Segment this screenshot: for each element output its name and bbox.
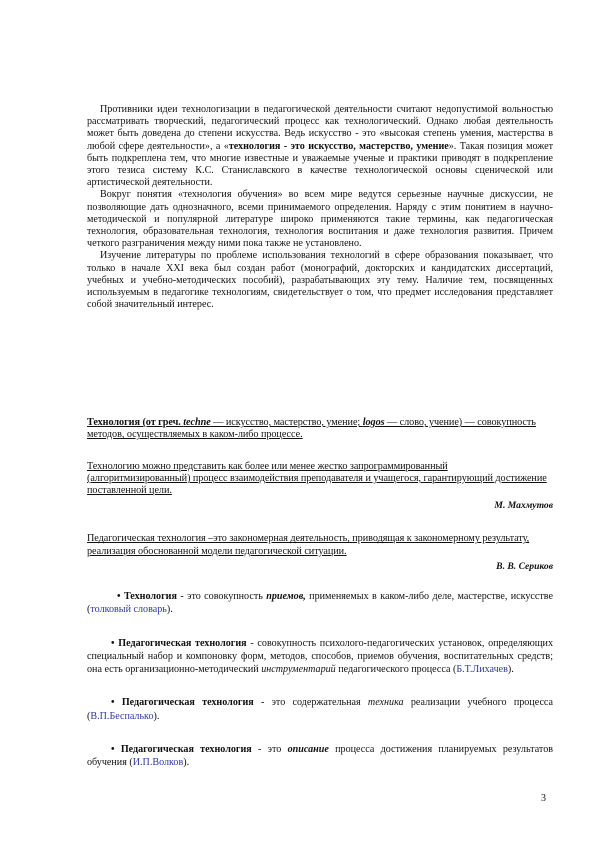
bullet-icon: •: [111, 637, 115, 649]
definition-1: [87, 417, 553, 442]
definition-2-author: М. Махмутов: [494, 500, 553, 512]
term-2-source: Б.Т.Лихачев: [456, 664, 508, 676]
term-2-text-c: ).: [507, 664, 514, 676]
intro-paragraph-3: Изучение литературы по проблеме использования технологий в сфере образования показывает, что только в начале XXI века был создан работ (монографий, докторских и кандидатских диссертаций, учебных и учебно-методических пособий), разрабатывающих эту тему. Наличие тем, посвященных используемым в педагогике технологиям, свидетельствует о том, что предмет исследования представляет собой значительный интерес.: [87, 250, 553, 311]
intro-paragraph-1: [87, 104, 553, 189]
term-item-4: [87, 743, 553, 770]
terms-section: [87, 590, 553, 770]
term-1-text-b: применяемых в каком-либо деле, мастерстве, искусстве (: [87, 591, 553, 616]
intro-p1-end: ». Такая позиция может быть подкреплена тем, что многие известные и уважаемые ученые и практики приводят в подкрепление этого тезиса систему К.С. Станиславского в качестве технологической основы сценической или артистической деятельности.: [87, 140, 553, 189]
term-4-emphasis: описание: [287, 744, 329, 756]
term-3-source: В.П.Беспалько: [90, 710, 154, 722]
term-item-1: [87, 590, 553, 617]
term-1-text-a: - это совокупность: [176, 591, 267, 602]
term-1-name: Технология: [123, 591, 177, 602]
definition-1-techne: techne: [183, 417, 211, 428]
definitions-section: [87, 417, 553, 573]
bullet-icon: •: [117, 591, 121, 602]
intro-paragraph-2: Вокруг понятия «технология обучения» во всем мире ведутся серьезные научные дискуссии, не позволяющие дать однозначного, всеми принимаемого определения. Наряду с этим понятием в научно-методической и популярной литературе широко применяются такие термины, как педагогическая технология, образовательная технология, технология воспитания и даже технология развития. Причем четкого разграничения между ними пока также не установлено.: [87, 189, 553, 250]
term-2-text-b: педагогического процесса (: [335, 664, 457, 676]
term-3-emphasis: техника: [367, 697, 404, 709]
term-3-text-b: реализации учебного процесса (: [87, 697, 554, 722]
intro-p1-text: Противники идеи технологизации в педагогической деятельности считают недопустимой вольностью рассматривать творческий, педагогический процесс как технологический. Однако любая деятельность может быть доведена до степени искусства. Ведь искусство - это «высокая степень умения, мастерства в любой сфере деятельности», а «: [87, 104, 553, 152]
term-3-text-a: - это содержательная: [253, 697, 368, 709]
term-4-name: Педагогическая технология: [120, 744, 252, 756]
term-4-text-b: процесса достижения планируемых результатов обучения (: [87, 744, 554, 769]
term-3-text-c: ).: [153, 710, 160, 722]
bullet-icon: •: [111, 697, 115, 709]
page-number: 3: [541, 793, 546, 804]
term-2-name: Педагогическая технология: [118, 637, 247, 649]
definition-2: Технологию можно представить как более или менее жестко запрограммированный (алгоритмизированный) процесс взаимодействия преподавателя и учащегося, гарантирующий достижение поставленной цели.: [87, 460, 547, 497]
definition-1-end: — слово, учение) — совокупность методов, осуществляемых в каком-либо процессе.: [87, 417, 536, 441]
definition-1-logos: logos: [362, 417, 385, 428]
term-1-text-c: ).: [166, 604, 173, 616]
definition-3: Педагогическая технология –это закономерная деятельность, приводящая к закономерному результату, реализация обоснованной модели педагогической ситуации.: [87, 533, 530, 557]
term-1-emphasis: приемов,: [266, 591, 306, 602]
definition-3-author: В. В. Сериков: [496, 561, 553, 573]
intro-section: [87, 104, 553, 311]
intro-p1-bold: технология - это искусство, мастерство, умение: [228, 140, 449, 152]
bullet-icon: •: [111, 744, 115, 756]
term-3-name: Педагогическая технология: [121, 697, 254, 709]
definition-1-middle: — искусство, мастерство, умение;: [210, 417, 363, 428]
term-4-text-c: ).: [183, 757, 190, 769]
term-2-emphasis: инструментарий: [261, 664, 336, 676]
term-4-text-a: - это: [251, 744, 288, 756]
term-item-3: [87, 696, 553, 723]
term-4-source: И.П.Волков: [132, 757, 184, 769]
term-2-text-a: - совокупность психолого-педагогических установок, определяющих специальный набор и компоновку форм, методов, способов, приемов обучения, воспитательных средств; она есть организационно-методический: [87, 637, 554, 676]
definition-1-start: Технология (от греч.: [87, 417, 184, 428]
term-1-source: толковый словарь: [90, 604, 167, 616]
term-item-2: [87, 637, 553, 677]
